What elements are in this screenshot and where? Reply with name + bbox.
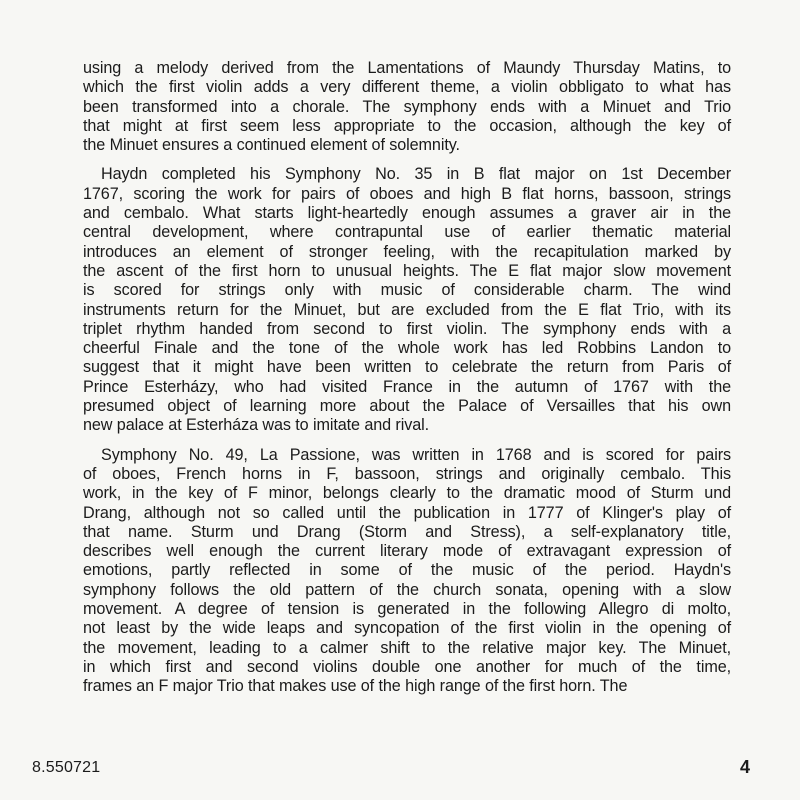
body-text [83,59,731,707]
text-line: in which first and second violins double one another for much of the time, [83,657,731,676]
catalog-number: 8.550721 [32,759,101,776]
text-line: frames an F major Trio that makes use of the high range of the first horn. The [83,677,628,696]
paragraph [83,165,731,435]
text-line: of oboes, French horns in F, bassoon, strings and originally cembalo. This [83,464,731,483]
text-line: the movement, leading to a calmer shift to the relative major key. The Minuet, [83,638,731,657]
text-line: central development, where contrapuntal use of earlier thematic material [83,223,731,242]
text-line: Symphony No. 49, La Passione, was written in 1768 and is scored for pairs [101,445,731,464]
text-line: is scored for strings only with music of considerable charm. The wind [83,281,731,300]
text-line: using a melody derived from the Lamentations of Maundy Thursday Matins, to [83,59,731,77]
text-line: the ascent of the first horn to unusual heights. The E flat major slow movement [83,261,731,280]
paragraph [83,59,731,155]
text-line: movement. A degree of tension is generated in the following Allegro di molto, [83,600,731,619]
text-line: the Minuet ensures a continued element of solemnity. [83,136,460,155]
text-line: emotions, partly reflected in some of the music of the period. Haydn's [83,561,731,580]
text-line: describes well enough the current literary mode of extravagant expression of [83,542,731,561]
text-line: triplet rhythm handed from second to first violin. The symphony ends with a [83,319,731,338]
text-line: 1767, scoring the work for pairs of oboes and high B flat horns, bassoon, strings [83,184,731,203]
text-line: that might at first seem less appropriate to the occasion, although the key of [83,116,731,135]
text-line: and cembalo. What starts light-heartedly enough assumes a graver air in the [83,204,731,223]
text-line: cheerful Finale and the tone of the whole work has led Robbins Landon to [83,339,731,358]
text-line: Drang, although not so called until the publication in 1777 of Klinger's play of [83,503,731,522]
text-line: work, in the key of F minor, belongs clearly to the dramatic mood of Sturm und [83,484,731,503]
text-line: been transformed into a chorale. The symphony ends with a Minuet and Trio [83,97,731,116]
text-line: instruments return for the Minuet, but are excluded from the E flat Trio, with its [83,300,731,319]
text-line: which the first violin adds a very different theme, a violin obbligato to what has [83,78,731,97]
text-line: Prince Esterházy, who had visited France in the autumn of 1767 with the [83,377,731,396]
text-line: new palace at Esterháza was to imitate and rival. [83,416,430,435]
page-number: 4 [740,757,751,777]
paragraph [83,446,731,697]
text-line: symphony follows the old pattern of the church sonata, opening with a slow [83,580,731,599]
text-line: presumed object of learning more about the Palace of Versailles that his own [83,397,731,416]
text-line: not least by the wide leaps and syncopation of the first violin in the opening of [83,619,731,638]
text-line: Haydn completed his Symphony No. 35 in B flat major on 1st December [101,165,731,184]
text-line: suggest that it might have been written to celebrate the return from Paris of [83,358,731,377]
text-line: that name. Sturm und Drang (Storm and Stress), a self-explanatory title, [83,522,731,541]
text-line: introduces an element of stronger feeling, with the recapitulation marked by [83,242,731,261]
